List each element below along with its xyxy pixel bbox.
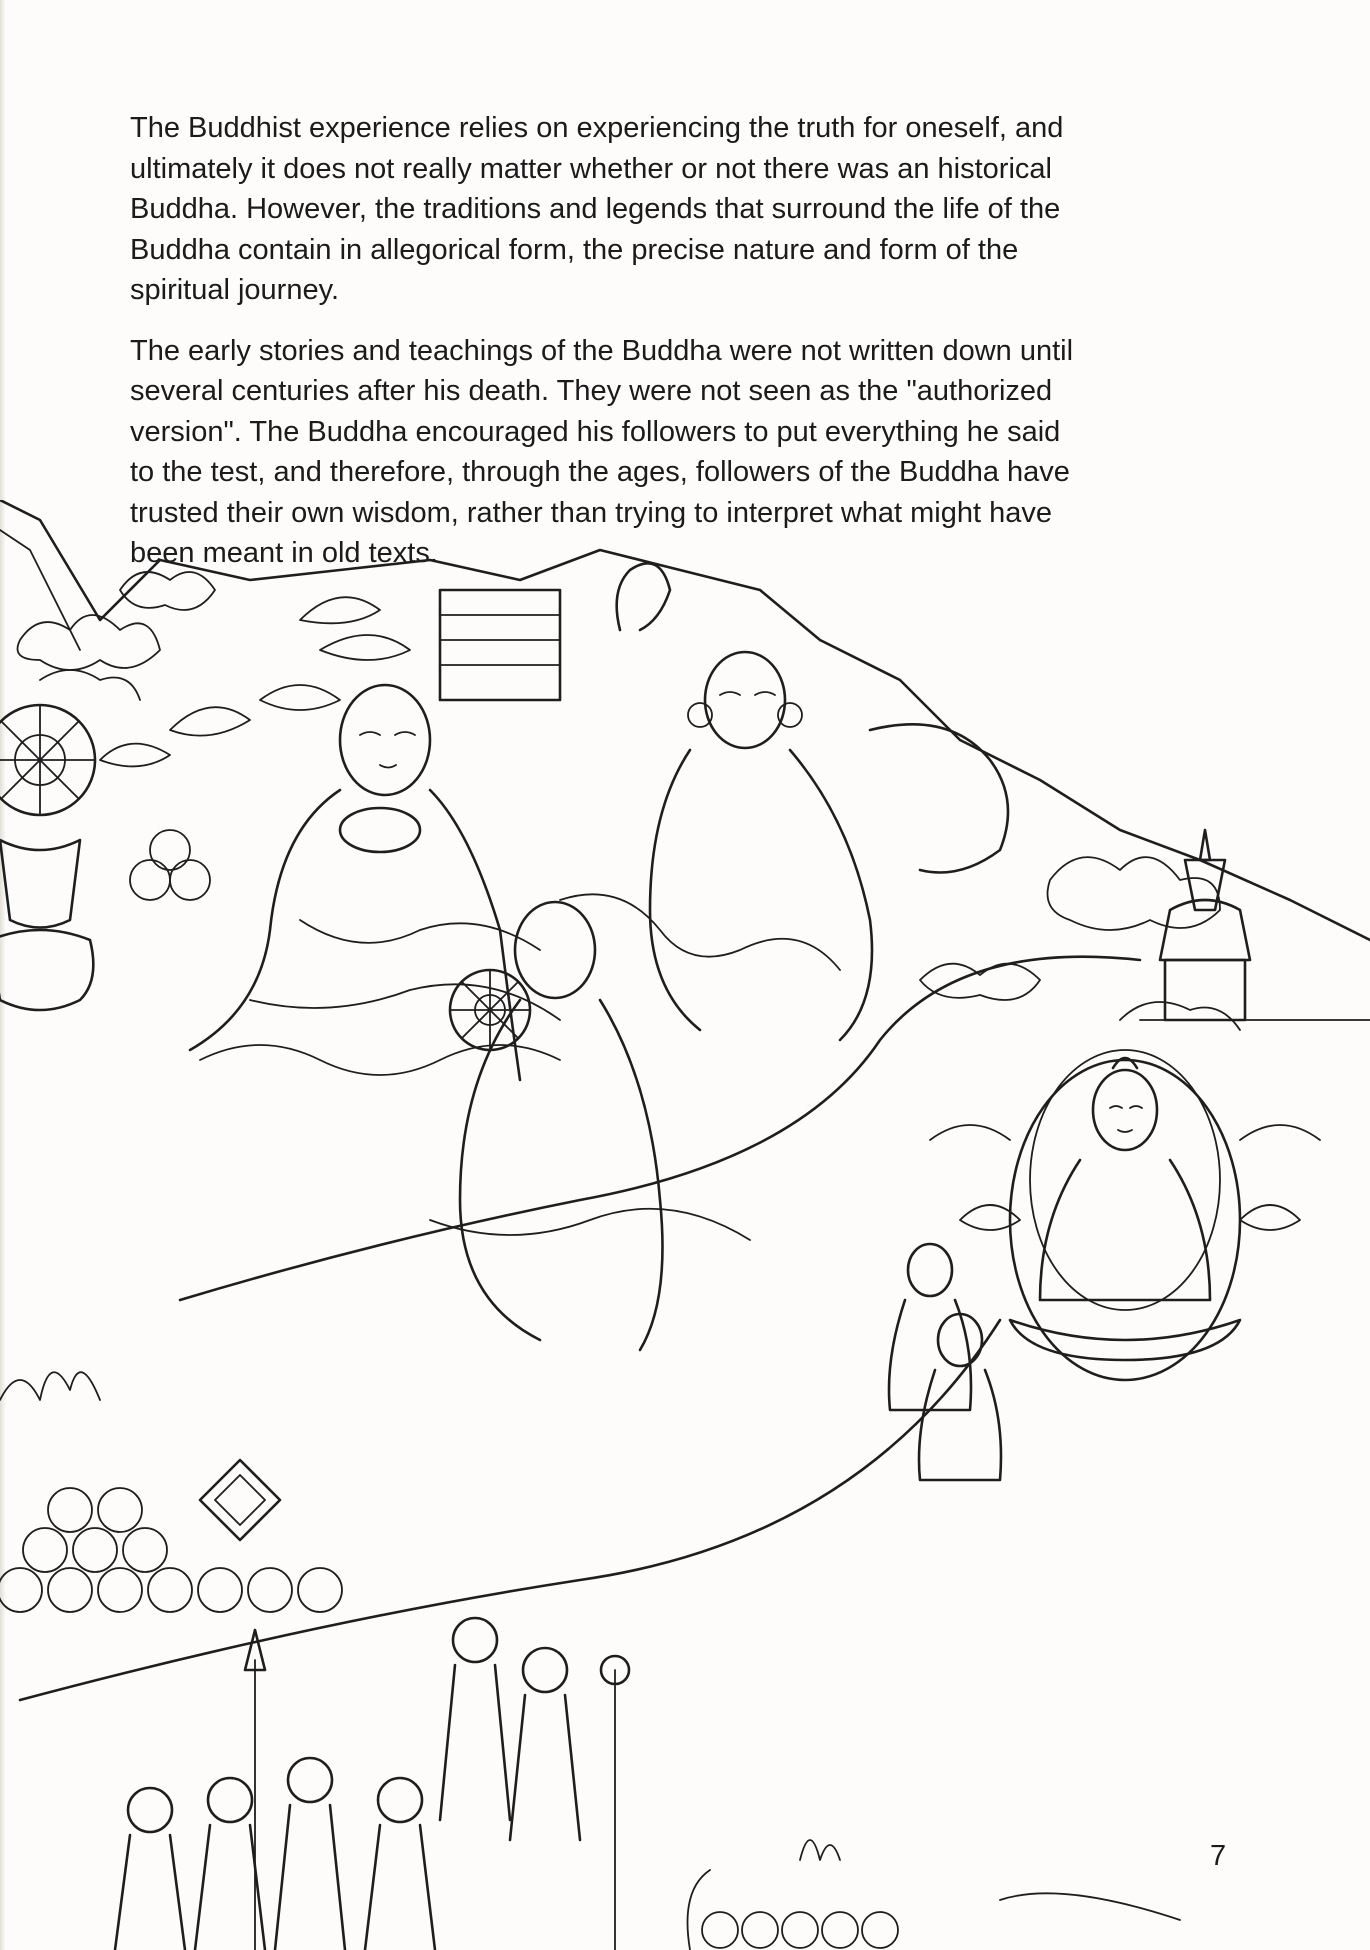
- text-line: several centuries after his death. They were not seen as the "authorized: [130, 375, 1053, 407]
- dharma-wheel-ornament: [0, 705, 95, 1010]
- text-line: trusted their own wisdom, rather than trying to interpret what might have: [130, 496, 1052, 529]
- text-line: Buddha. However, the traditions and legends that surround the life of the: [130, 193, 1061, 225]
- endless-knot-icon: [200, 1460, 280, 1540]
- fruit-offerings-left: [0, 830, 342, 1612]
- text-line: version". The Buddha encouraged his followers to put everything he said: [130, 415, 1061, 448]
- buddhist-scene-illustration: [0, 500, 1370, 1950]
- paragraph-1: [130, 108, 1240, 311]
- monk-procession: [115, 1618, 629, 1950]
- offerings-bottom: [688, 1840, 1181, 1950]
- page-number: 7: [1210, 1840, 1227, 1872]
- text-line: been meant in old texts.: [130, 537, 438, 569]
- ground-line: [20, 1320, 1000, 1700]
- foliage-left: [100, 597, 410, 766]
- text-line: The Buddhist experience relies on experiencing the truth for oneself, and: [130, 112, 1064, 144]
- mountain-ridge-inner: [0, 530, 80, 650]
- text-line: Buddha contain in allegorical form, the precise nature and form of the: [130, 233, 1019, 266]
- text-line: spiritual journey.: [130, 274, 340, 306]
- woman-with-wheel-figure: [430, 902, 750, 1350]
- goddess-figure: [560, 563, 1008, 1040]
- text-line: ultimately it does not really matter whether or not there was an historical: [130, 152, 1052, 185]
- mountain-ridge: [0, 500, 1370, 940]
- cloud-cluster-right: [920, 857, 1240, 1030]
- pillar-structure: [440, 590, 560, 700]
- stupa-icon: [1160, 830, 1250, 1020]
- text-line: The early stories and teachings of the Buddha were not written down until: [130, 334, 1074, 367]
- seated-buddha-figure: [930, 1050, 1320, 1380]
- cloud-cluster-left: [18, 572, 216, 700]
- kneeling-disciples: [889, 1244, 1001, 1480]
- text-line: to the test, and therefore, through the ages, followers of the Buddha have: [130, 456, 1070, 488]
